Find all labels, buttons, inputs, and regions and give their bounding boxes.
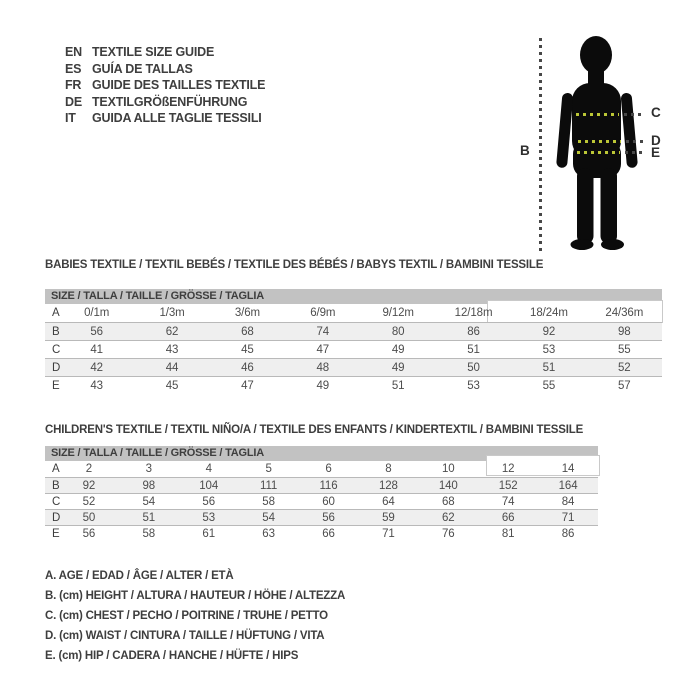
- size-cell: 68: [441, 496, 455, 508]
- size-cell: 49: [391, 362, 405, 374]
- size-cell: 98: [142, 480, 156, 492]
- language-row: [65, 94, 265, 111]
- hip-measure-label: E: [651, 145, 661, 160]
- size-cell: 81: [501, 528, 515, 540]
- figure-left-foot: [571, 239, 594, 250]
- babies-row-height: [45, 322, 662, 340]
- size-cell: 8: [385, 463, 392, 475]
- size-cell: 43: [165, 344, 179, 356]
- size-cell: 64: [382, 496, 395, 508]
- babies-size-table: [45, 289, 662, 394]
- size-cell: 92: [82, 480, 96, 492]
- size-cell: 18/24m: [530, 307, 568, 319]
- size-cell: 56: [322, 512, 335, 524]
- row-label: C: [52, 344, 61, 356]
- legend-row-hip: E. (cm) HIP / CADERA / HANCHE / HÜFTE / HIPS: [45, 650, 299, 662]
- size-cell: 56: [90, 326, 103, 338]
- children-table-title: CHILDREN'S TEXTILE / TEXTIL NIÑO/A / TEXTILE DES ENFANTS / KINDERTEXTIL / BAMBINI TESSILE: [45, 424, 584, 436]
- size-cell: 62: [165, 326, 179, 338]
- row-label: D: [52, 362, 61, 374]
- size-cell: 3/6m: [234, 307, 261, 319]
- size-cell: 52: [618, 362, 631, 374]
- size-cell: 10: [441, 463, 455, 475]
- size-cell: 46: [241, 362, 254, 374]
- chest-dotted-line: [576, 113, 619, 116]
- size-cell: 86: [561, 528, 575, 540]
- children-size-header-bar: SIZE / TALLA / TAILLE / GRÖSSE / TAGLIA: [45, 446, 598, 461]
- waist-leader-line: [626, 140, 645, 143]
- size-cell: 80: [391, 326, 405, 338]
- size-cell: 52: [82, 496, 96, 508]
- size-cell: 50: [467, 362, 480, 374]
- children-row-chest: [45, 493, 598, 509]
- size-cell: 6: [325, 463, 332, 475]
- size-cell: 49: [316, 380, 330, 392]
- measurement-legend: [45, 566, 345, 666]
- size-cell: 51: [142, 512, 156, 524]
- size-cell: 41: [90, 344, 103, 356]
- size-cell: 43: [90, 380, 103, 392]
- language-code: DE: [65, 94, 82, 109]
- size-cell: 56: [82, 528, 96, 540]
- size-cell: 56: [202, 496, 215, 508]
- row-label: B: [52, 480, 60, 492]
- size-cell: 6/9m: [310, 307, 336, 319]
- legend-row-height: B. (cm) HEIGHT / ALTURA / HAUTEUR / HÖHE / ALTEZZA: [45, 590, 346, 602]
- size-cell: 44: [165, 362, 179, 374]
- language-row: [65, 110, 265, 127]
- size-cell: 55: [618, 344, 631, 356]
- babies-row-age: [45, 304, 662, 322]
- waist-measure-label: D: [651, 133, 661, 148]
- language-code: ES: [65, 61, 82, 76]
- size-cell: 14: [561, 463, 575, 475]
- size-cell: 61: [202, 528, 215, 540]
- size-cell: 104: [199, 480, 219, 492]
- row-label: E: [52, 380, 60, 392]
- size-cell: 54: [142, 496, 156, 508]
- size-cell: 66: [501, 512, 515, 524]
- waist-dotted-line: [578, 140, 621, 143]
- size-cell: 48: [316, 362, 330, 374]
- size-cell: 53: [202, 512, 215, 524]
- chest-leader-line: [624, 113, 645, 116]
- babies-table-title: BABIES TEXTILE / TEXTIL BEBÉS / TEXTILE DES BÉBÉS / BABYS TEXTIL / BAMBINI TESSILE: [45, 259, 544, 271]
- children-row-hip: [45, 525, 598, 541]
- size-cell: 24/36m: [605, 307, 644, 319]
- height-measure-label: B: [520, 143, 530, 158]
- babies-size-header-bar: SIZE / TALLA / TAILLE / GRÖSSE / TAGLIA: [45, 289, 662, 304]
- chest-measure-label: C: [651, 105, 661, 120]
- size-cell: 0/1m: [84, 307, 110, 319]
- legend-row-waist: D. (cm) WAIST / CINTURA / TAILLE / HÜFTUNG / VITA: [45, 630, 325, 642]
- language-title-list: [65, 44, 265, 127]
- children-row-waist: [45, 509, 598, 525]
- row-label: A: [52, 307, 60, 319]
- size-cell: 1/3m: [159, 307, 185, 319]
- size-cell: 12: [501, 463, 515, 475]
- size-cell: 84: [561, 496, 575, 508]
- size-cell: 98: [618, 326, 631, 338]
- figure-right-foot: [601, 239, 624, 250]
- size-cell: 50: [82, 512, 96, 524]
- language-code: FR: [65, 78, 82, 92]
- babies-row-waist: [45, 358, 662, 376]
- size-cell: 86: [467, 326, 480, 338]
- size-cell: 47: [316, 344, 330, 356]
- figure-right-leg: [601, 168, 618, 244]
- size-cell: 51: [391, 380, 405, 392]
- size-cell: 140: [438, 480, 458, 492]
- size-cell: 71: [382, 528, 395, 540]
- language-title: TEXTILE SIZE GUIDE: [92, 45, 215, 59]
- size-cell: 164: [558, 480, 578, 492]
- figure-left-leg: [577, 168, 594, 244]
- size-cell: 111: [260, 480, 278, 492]
- language-row: [65, 44, 265, 61]
- language-title: GUÍA DE TALLAS: [92, 61, 193, 76]
- size-cell: 92: [542, 326, 556, 338]
- language-title: GUIDA ALLE TAGLIE TESSILI: [92, 111, 262, 125]
- size-cell: 68: [241, 326, 254, 338]
- size-cell: 42: [90, 362, 103, 374]
- size-cell: 45: [165, 380, 179, 392]
- size-cell: 53: [467, 380, 480, 392]
- row-label: A: [52, 463, 60, 475]
- language-title: GUIDE DES TAILLES TEXTILE: [92, 78, 266, 92]
- row-label: C: [52, 496, 61, 508]
- children-size-table: [45, 446, 598, 541]
- size-cell: 54: [262, 512, 275, 524]
- babies-row-hip: [45, 376, 662, 394]
- children-row-height: [45, 477, 598, 493]
- size-cell: 116: [319, 480, 338, 492]
- size-cell: 47: [241, 380, 254, 392]
- children-row-age: [45, 461, 598, 477]
- size-cell: 66: [322, 528, 335, 540]
- height-dotted-line: [539, 38, 542, 254]
- size-cell: 12/18m: [454, 307, 493, 319]
- size-cell: 59: [382, 512, 395, 524]
- size-cell: 60: [322, 496, 335, 508]
- row-label: D: [52, 512, 61, 524]
- row-label: E: [52, 528, 60, 540]
- size-cell: 58: [142, 528, 156, 540]
- size-cell: 55: [542, 380, 556, 392]
- size-cell: 45: [241, 344, 254, 356]
- hip-leader-line: [625, 151, 645, 154]
- size-cell: 152: [498, 480, 518, 492]
- language-title: TEXTILGRÖßENFÜHRUNG: [92, 94, 248, 109]
- size-cell: 3: [145, 463, 152, 475]
- size-cell: 76: [441, 528, 455, 540]
- size-cell: 71: [561, 512, 575, 524]
- size-cell: 74: [501, 496, 515, 508]
- size-cell: 58: [262, 496, 275, 508]
- size-cell: 62: [441, 512, 455, 524]
- size-cell: 51: [467, 344, 480, 356]
- size-cell: 49: [391, 344, 405, 356]
- size-cell: 51: [542, 362, 556, 374]
- legend-row-age: A. AGE / EDAD / ÂGE / ALTER / ETÀ: [45, 570, 234, 582]
- figure-right-arm: [621, 93, 638, 169]
- hip-dotted-line: [577, 151, 620, 154]
- size-cell: 2: [85, 463, 93, 475]
- size-cell: 53: [542, 344, 556, 356]
- size-cell: 74: [316, 326, 330, 338]
- language-code: IT: [65, 111, 76, 125]
- size-cell: 63: [262, 528, 275, 540]
- size-cell: 9/12m: [382, 307, 414, 319]
- size-cell: 57: [618, 380, 631, 392]
- size-cell: 128: [378, 480, 398, 492]
- legend-row-chest: C. (cm) CHEST / PECHO / POITRINE / TRUHE / PETTO: [45, 610, 328, 622]
- size-cell: 4: [205, 463, 212, 475]
- babies-row-chest: [45, 340, 662, 358]
- figure-left-arm: [556, 93, 573, 169]
- language-row: [65, 61, 265, 78]
- row-label: B: [52, 326, 60, 338]
- size-cell: 5: [265, 463, 272, 475]
- language-code: EN: [65, 45, 82, 59]
- language-row: [65, 77, 265, 94]
